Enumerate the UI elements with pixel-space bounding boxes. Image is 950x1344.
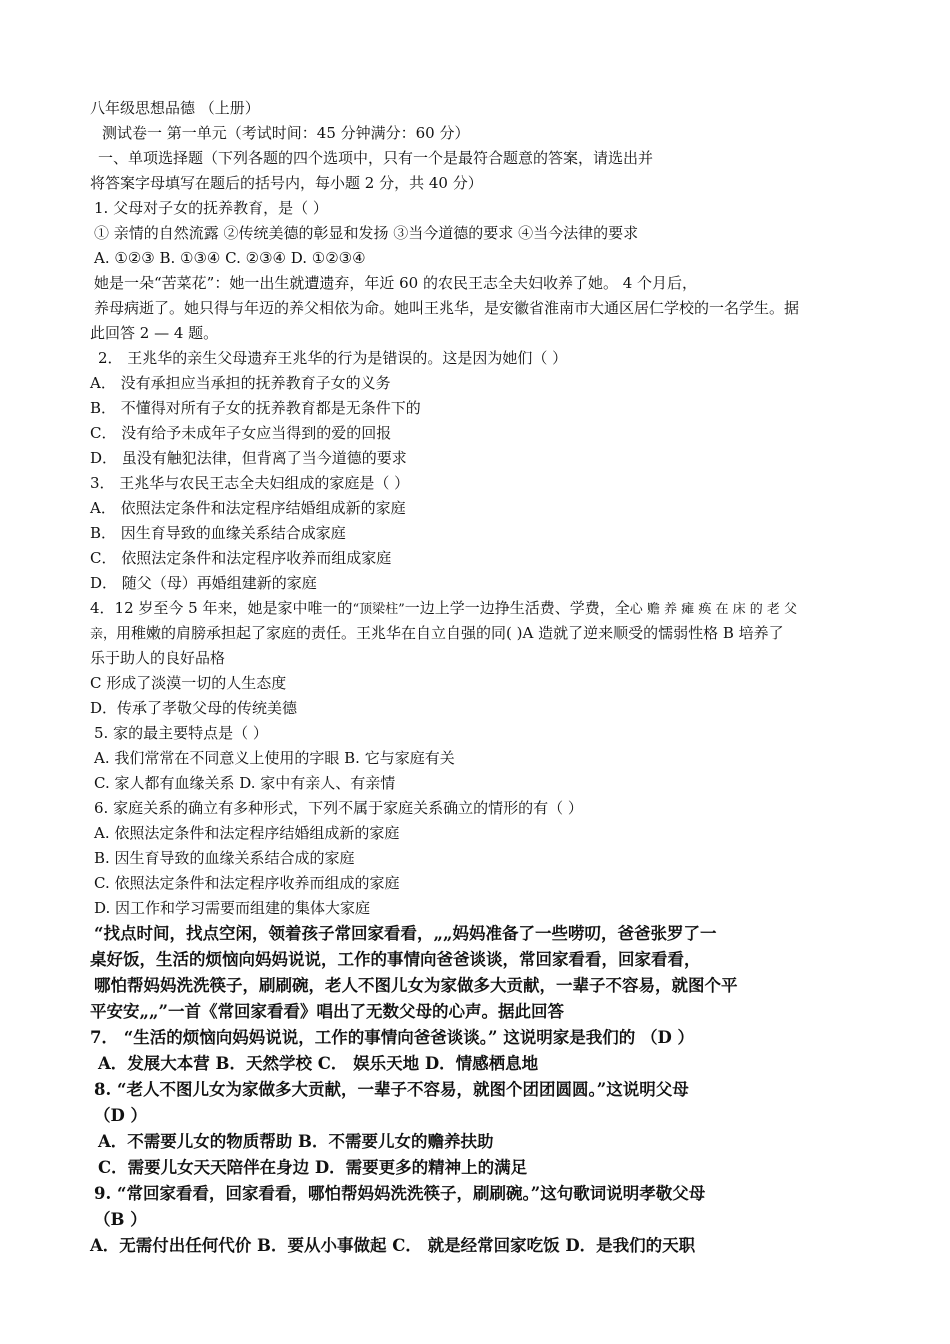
- question-7-stem: 7． “生活的烦恼向妈妈说说，工作的事情向爸爸谈谈。” 这说明家是我们的 （D ）: [90, 1028, 694, 1047]
- question-5-options-cd: C. 家人都有血缘关系 D. 家中有亲人、有亲情: [94, 774, 396, 792]
- document-subtitle: 测试卷一 第一单元（考试时间：45 分钟满分：60 分）: [102, 124, 470, 142]
- question-4-quote: “顶梁柱”: [352, 602, 405, 617]
- question-2-stem: 2． 王兆华的亲生父母遗弃王兆华的行为是错误的。这是因为她们（ ）: [98, 349, 568, 367]
- passage-2-line-1: “找点时间，找点空闲，领着孩子常回家看看，„„妈妈准备了一些唠叨，爸爸张罗了一: [94, 924, 717, 943]
- question-4-stem-middle: 一边上学一边挣生活费、学费，全: [404, 599, 630, 617]
- passage-2-line-3: 哪怕帮妈妈洗洗筷子，刷刷碗，老人不图儿女为家做多大贡献，一辈子不容易，就图个平: [94, 976, 738, 995]
- question-4-line-2-rest: 用稚嫩的肩膀承担起了家庭的责任。王兆华在自立自强的同( )A 造就了逆来顺受的懦弱性格 B 培养了: [116, 624, 784, 642]
- passage-2-line-4: 平安安„„”一首《常回家看看》唱出了无数父母的心声。据此回答: [90, 1002, 564, 1021]
- question-4-stem-start: 4．12 岁至今 5 年来，她是家中唯一的: [90, 599, 353, 617]
- question-3-option-d: D． 随父（母）再婚组建新的家庭: [90, 574, 317, 592]
- question-2-option-b: B． 不懂得对所有子女的抚养教育都是无条件下的: [90, 399, 421, 417]
- question-3-option-c: C． 依照法定条件和法定程序收养而组成家庭: [90, 549, 392, 567]
- question-2-option-d: D． 虽没有触犯法律，但背离了当今道德的要求: [90, 449, 407, 467]
- section-heading-line-2: 将答案字母填写在题后的括号内，每小题 2 分，共 40 分）: [90, 174, 483, 192]
- question-7-options: A．发展大本营 B．天然学校 C． 娱乐天地 D．情感栖息地: [98, 1054, 539, 1073]
- question-3-option-b: B． 因生育导致的血缘关系结合成家庭: [90, 524, 346, 542]
- question-1-options: A. ①②③ B. ①③④ C. ②③④ D. ①②③④: [94, 249, 366, 267]
- question-6-option-c: C. 依照法定条件和法定程序收养而组成的家庭: [94, 874, 400, 892]
- question-3-stem: 3． 王兆华与农民王志全夫妇组成的家庭是（ ）: [90, 474, 410, 492]
- question-2-option-a: A． 没有承担应当承担的抚养教育子女的义务: [90, 374, 391, 392]
- question-8-stem: 8. “老人不图儿女为家做多大贡献，一辈子不容易，就图个团团圆圆。”这说明父母: [94, 1080, 689, 1099]
- question-1-statements: ① 亲情的自然流露 ②传统美德的彰显和发扬 ③当今道德的要求 ④当今法律的要求: [94, 224, 639, 242]
- question-3-option-a: A． 依照法定条件和法定程序结婚组成新的家庭: [90, 499, 406, 517]
- question-4-line-2-start: 亲，: [90, 627, 117, 642]
- question-8-options-ab: A．不需要儿女的物质帮助 B．不需要儿女的赡养扶助: [98, 1132, 494, 1151]
- question-4-option-c: C 形成了淡漠一切的人生态度: [90, 674, 287, 692]
- question-4-line-1: [90, 596, 880, 621]
- question-6-option-b: B. 因生育导致的血缘关系结合成的家庭: [94, 849, 355, 867]
- question-4-line-2: [90, 621, 880, 646]
- question-4-stem-small: 心 赡 养 瘫 痪 在 床 的 老 父: [629, 602, 797, 617]
- passage-1-line-1: 她是一朵“苦菜花”：她一出生就遭遗弃，年近 60 的农民王志全夫妇收养了她。 4 个月后，: [94, 274, 698, 292]
- question-6-stem: 6. 家庭关系的确立有多种形式，下列不属于家庭关系确立的情形的有（ ）: [94, 799, 583, 817]
- question-5-stem: 5. 家的最主要特点是（ ）: [94, 724, 268, 742]
- passage-1-line-2: 养母病逝了。她只得与年迈的养父相依为命。她叫王兆华，是安徽省淮南市大通区居仁学校的一名学生。据: [94, 299, 800, 317]
- question-6-option-a: A. 依照法定条件和法定程序结婚组成新的家庭: [94, 824, 400, 842]
- question-4-option-d: D．传承了孝敬父母的传统美德: [90, 699, 298, 717]
- question-8-answer: （D ）: [94, 1106, 148, 1125]
- section-heading-line-1: 一、单项选择题（下列各题的四个选项中，只有一个是最符合题意的答案，请选出并: [98, 149, 654, 167]
- passage-1-line-3: 此回答 2 — 4 题。: [90, 324, 219, 342]
- question-9-stem: 9. “常回家看看，回家看看，哪怕帮妈妈洗洗筷子，刷刷碗。”这句歌词说明孝敬父母: [94, 1184, 706, 1203]
- passage-2-line-2: 桌好饭，生活的烦恼向妈妈说说，工作的事情向爸爸谈谈，常回家看看，回家看看，: [90, 950, 701, 969]
- question-2-option-c: C． 没有给予未成年子女应当得到的爱的回报: [90, 424, 392, 442]
- question-9-options: A．无需付出任何代价 B．要从小事做起 C． 就是经常回家吃饭 D．是我们的天职: [90, 1236, 696, 1255]
- question-8-options-cd: C．需要儿女天天陪伴在身边 D．需要更多的精神上的满足: [98, 1158, 528, 1177]
- question-5-options-ab: A. 我们常常在不同意义上使用的字眼 B. 它与家庭有关: [94, 749, 455, 767]
- question-9-answer: （B ）: [94, 1210, 147, 1229]
- question-6-option-d: D. 因工作和学习需要而组建的集体大家庭: [94, 899, 371, 917]
- document-title: 八年级思想品德 （上册）: [90, 99, 260, 117]
- question-4-line-3: 乐于助人的良好品格: [90, 649, 226, 667]
- question-1-stem: 1. 父母对子女的抚养教育，是（ ）: [94, 199, 328, 217]
- exam-document: [90, 96, 880, 1259]
